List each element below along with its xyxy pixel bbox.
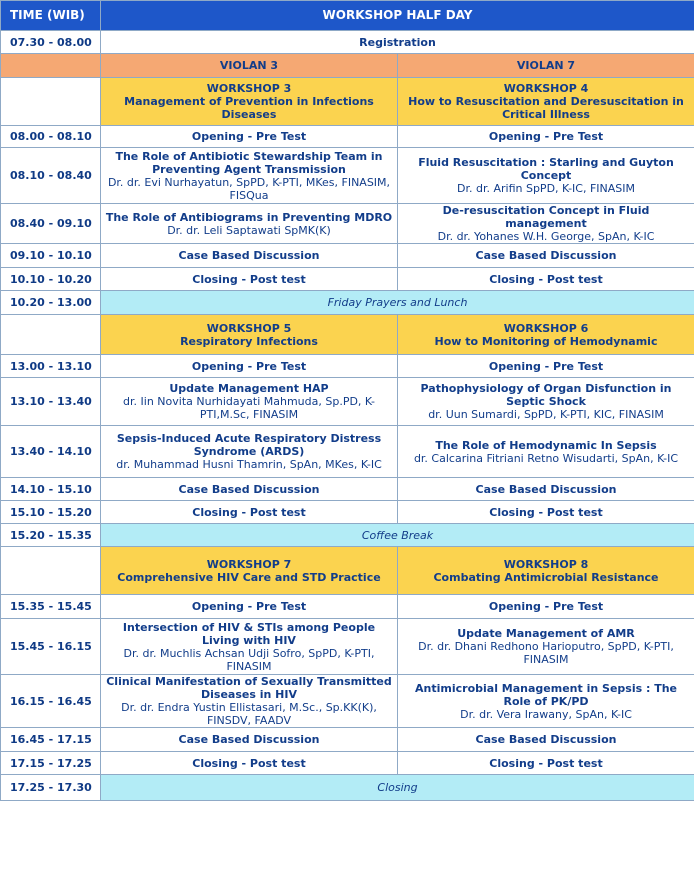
session-title: Intersection of HIV & STIs among People Living with HIV (122, 620, 376, 647)
session-row (1, 752, 694, 775)
session-title: Closing - Post test (192, 756, 306, 770)
session-title: Clinical Manifestation of Sexually Transmitted Diseases in HIV (106, 675, 392, 701)
session-title: Sepsis-Induced Acute Respiratory Distress Syndrome (ARDS) (116, 432, 382, 458)
session-time: 16.45 - 17.15 (1, 728, 101, 752)
session-title: Case Based Discussion (475, 249, 617, 262)
session-cell-right (398, 426, 694, 478)
session-cell-right (398, 501, 694, 524)
session-speaker: dr. Muhammad Husni Thamrin, SpAn, MKes, K-IC (116, 458, 382, 471)
workshop-subtitle: Respiratory Infections (180, 334, 318, 348)
session-title: Closing - Post test (489, 272, 603, 286)
break-row (1, 775, 694, 801)
session-cell-right (398, 268, 694, 291)
room-right: VIOLAN 7 (398, 54, 694, 78)
break-label: Friday Prayers and Lunch (101, 291, 694, 315)
session-time: 14.10 - 15.10 (1, 478, 101, 501)
rooms-row (1, 54, 694, 78)
session-speaker: dr. Uun Sumardi, SpPD, K-PTI, KIC, FINASIM (428, 408, 664, 421)
session-row (1, 244, 694, 268)
session-speaker: dr. Calcarina Fitriani Retno Wisudarti, SpAn, K-IC (413, 451, 679, 465)
session-cell-left (101, 378, 398, 426)
room-left: VIOLAN 3 (101, 54, 398, 78)
session-speaker: Dr. dr. Evi Nurhayatun, SpPD, K-PTI, MKes, FINASIM, FISQua (107, 175, 391, 202)
session-title: Update Management HAP (169, 382, 329, 395)
registration-label: Registration (101, 31, 694, 54)
workshop-subtitle: Comprehensive HIV Care and STD Practice (117, 570, 381, 584)
workshop-header-row (1, 78, 694, 126)
workshop-cell-left (101, 547, 398, 595)
session-speaker: Dr. dr. Endra Yustin Ellistasari, M.Sc., Sp.KK(K), FINSDV, FAADV (121, 701, 377, 727)
session-title: De-resuscitation Concept in Fluid management (442, 204, 650, 230)
workshop-subtitle: Combating Antimicrobial Resistance (433, 570, 659, 584)
break-label: Closing (101, 775, 694, 801)
session-cell-left (101, 501, 398, 524)
session-time: 15.35 - 15.45 (1, 595, 101, 619)
session-cell-left (101, 752, 398, 775)
session-title: Fluid Resuscitation : Starling and Guyton Concept (418, 156, 674, 182)
session-cell-left (101, 148, 398, 204)
session-cell-left (101, 619, 398, 675)
session-title: Closing - Post test (192, 272, 306, 286)
break-row (1, 524, 694, 547)
session-row (1, 268, 694, 291)
rooms-time-cell (1, 54, 101, 78)
header-row (1, 1, 694, 31)
workshop-time-cell (1, 547, 101, 595)
session-cell-right (398, 355, 694, 378)
break-time: 10.20 - 13.00 (1, 291, 101, 315)
workshop-name: WORKSHOP 8 (503, 557, 589, 571)
session-cell-right (398, 148, 694, 204)
session-title: The Role of Antibiograms in Preventing MDRO (105, 210, 393, 224)
workshop-subtitle: How to Resuscitation and Deresuscitation in Critical Illness (408, 95, 684, 121)
session-row (1, 355, 694, 378)
session-title: Antimicrobial Management in Sepsis : The Role of PK/PD (415, 681, 677, 708)
session-time: 09.10 - 10.10 (1, 244, 101, 268)
session-speaker: Dr. dr. Dhani Redhono Harioputro, SpPD, K-PTI, FINASIM (418, 640, 674, 666)
workshop-cell-right (398, 547, 694, 595)
session-cell-right (398, 244, 694, 268)
session-cell-right (398, 595, 694, 619)
session-time: 08.00 - 08.10 (1, 126, 101, 148)
session-cell-left (101, 728, 398, 752)
workshop-time-cell (1, 78, 101, 126)
session-time: 10.10 - 10.20 (1, 268, 101, 291)
session-title: Pathophysiology of Organ Disfunction in Septic Shock (420, 382, 672, 408)
session-time: 15.10 - 15.20 (1, 501, 101, 524)
workshop-name: WORKSHOP 5 (206, 321, 292, 335)
workshop-header-row (1, 315, 694, 355)
session-row (1, 675, 694, 728)
workshop-name: WORKSHOP 6 (503, 321, 589, 335)
session-time: 16.15 - 16.45 (1, 675, 101, 728)
break-time: 15.20 - 15.35 (1, 524, 101, 547)
header-title: WORKSHOP HALF DAY (101, 1, 694, 31)
session-cell-right (398, 204, 694, 244)
session-title: Opening - Pre Test (488, 359, 604, 373)
session-title: The Role of Antibiotic Stewardship Team in Preventing Agent Transmission (115, 149, 383, 176)
session-cell-left (101, 268, 398, 291)
session-cell-left (101, 675, 398, 728)
session-title: Opening - Pre Test (488, 600, 604, 613)
session-title: Closing - Post test (192, 505, 306, 519)
workshop-subtitle: Management of Prevention in Infections Diseases (124, 95, 374, 121)
session-row (1, 501, 694, 524)
session-title: Opening - Pre Test (191, 600, 307, 613)
workshop-cell-right (398, 315, 694, 355)
session-speaker: Dr. dr. Arifin SpPD, K-IC, FINASIM (457, 182, 636, 195)
session-row (1, 426, 694, 478)
session-speaker: Dr. dr. Muchlis Achsan Udji Sofro, SpPD, K-PTI, FINASIM (123, 646, 375, 673)
workshop-subtitle: How to Monitoring of Hemodynamic (434, 334, 658, 348)
workshop-name: WORKSHOP 3 (206, 82, 292, 95)
workshop-name: WORKSHOP 7 (206, 557, 292, 571)
workshop-cell-right (398, 78, 694, 126)
session-row (1, 478, 694, 501)
registration-row (1, 31, 694, 54)
session-time: 13.40 - 14.10 (1, 426, 101, 478)
session-time: 08.10 - 08.40 (1, 148, 101, 204)
session-title: Opening - Pre Test (488, 130, 604, 143)
session-cell-right (398, 675, 694, 728)
session-speaker: Dr. dr. Leli Saptawati SpMK(K) (167, 223, 331, 237)
session-cell-right (398, 728, 694, 752)
session-row (1, 148, 694, 204)
session-cell-left (101, 244, 398, 268)
break-label: Coffee Break (101, 524, 694, 547)
session-speaker: Dr. dr. Yohanes W.H. George, SpAn, K-IC (437, 230, 655, 243)
session-row (1, 595, 694, 619)
workshop-name: WORKSHOP 4 (503, 82, 589, 95)
session-title: The Role of Hemodynamic In Sepsis (435, 438, 657, 452)
workshop-cell-left (101, 315, 398, 355)
session-time: 13.10 - 13.40 (1, 378, 101, 426)
session-cell-left (101, 595, 398, 619)
session-title: Case Based Discussion (178, 733, 320, 746)
session-speaker: Dr. dr. Vera Irawany, SpAn, K-IC (460, 707, 632, 721)
header-time: TIME (WIB) (1, 1, 101, 31)
session-cell-left (101, 478, 398, 501)
session-row (1, 204, 694, 244)
session-cell-right (398, 378, 694, 426)
session-speaker: dr. Iin Novita Nurhidayati Mahmuda, Sp.PD, K-PTI,M.Sc, FINASIM (123, 395, 375, 421)
session-title: Case Based Discussion (475, 482, 617, 496)
session-time: 08.40 - 09.10 (1, 204, 101, 244)
session-row (1, 126, 694, 148)
break-row (1, 291, 694, 315)
session-cell-left (101, 126, 398, 148)
session-row (1, 728, 694, 752)
session-time: 13.00 - 13.10 (1, 355, 101, 378)
workshop-header-row (1, 547, 694, 595)
session-cell-right (398, 126, 694, 148)
session-row (1, 619, 694, 675)
session-cell-right (398, 478, 694, 501)
session-title: Closing - Post test (489, 756, 603, 770)
session-title: Case Based Discussion (475, 733, 617, 746)
session-title: Case Based Discussion (178, 249, 320, 262)
session-time: 17.15 - 17.25 (1, 752, 101, 775)
session-cell-right (398, 752, 694, 775)
workshop-time-cell (1, 315, 101, 355)
session-title: Closing - Post test (489, 505, 603, 519)
session-cell-left (101, 355, 398, 378)
session-title: Opening - Pre Test (191, 359, 307, 373)
session-title: Update Management of AMR (457, 627, 635, 640)
session-cell-right (398, 619, 694, 675)
session-time: 15.45 - 16.15 (1, 619, 101, 675)
session-title: Opening - Pre Test (191, 130, 307, 143)
workshop-cell-left (101, 78, 398, 126)
registration-time: 07.30 - 08.00 (1, 31, 101, 54)
session-cell-left (101, 426, 398, 478)
session-row (1, 378, 694, 426)
session-cell-left (101, 204, 398, 244)
session-title: Case Based Discussion (178, 482, 320, 496)
break-time: 17.25 - 17.30 (1, 775, 101, 801)
